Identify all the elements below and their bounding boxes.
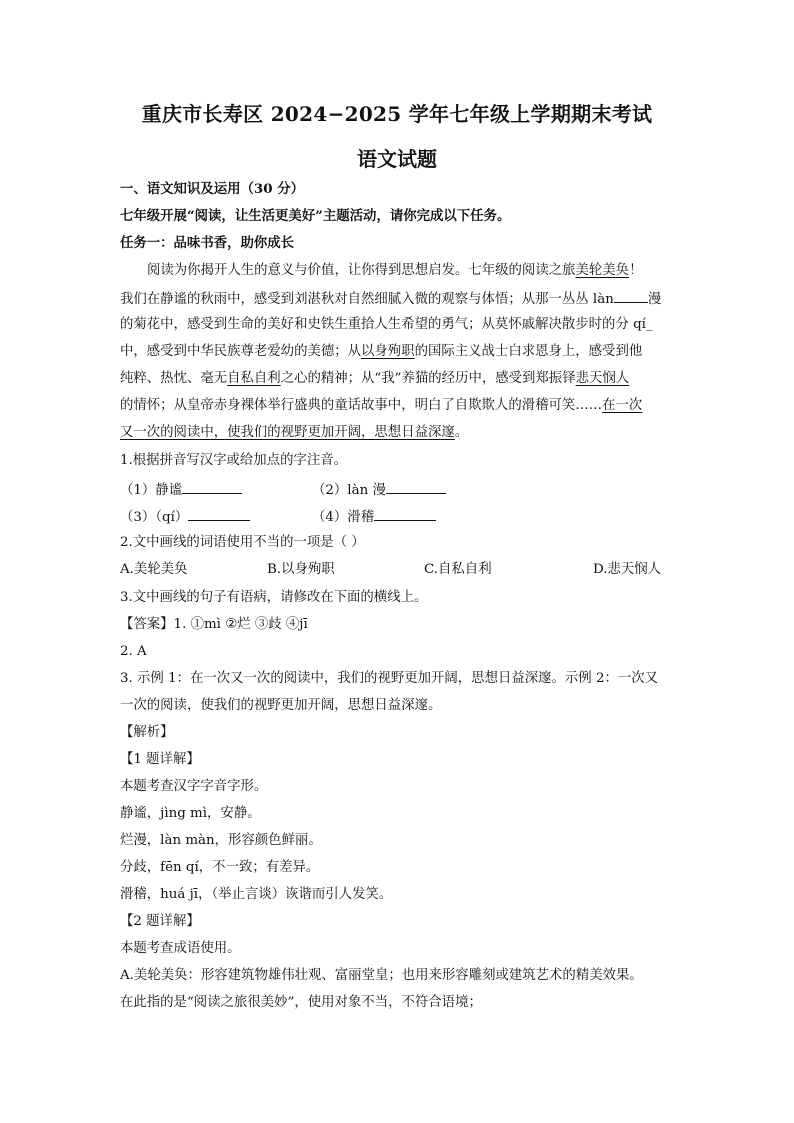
underlined-word: 悲天悯人 <box>575 371 630 386</box>
passage-line-1: 阅读为你揭开人生的意义与价值，让你得到思想启发。七年级的阅读之旅美轮美奂！ <box>147 263 643 278</box>
detail-1-line: 分歧，fēn qí，不一致；有差异。 <box>120 860 320 875</box>
answer-blank <box>374 507 436 521</box>
q2-option-b: B.以身殉职 <box>267 562 335 577</box>
passage-line-6: 的情怀；从皇帝赤身裸体举行盛典的童话故事中，明白了自欺欺人的滑稽可笑……在一次 <box>120 398 643 413</box>
detail-2-line: A.美轮美奂：形容建筑物雄伟壮观、富丽堂皇；也用来形容雕刻或建筑艺术的精美效果。 <box>120 968 643 983</box>
underlined-sentence: 在一次 <box>602 398 643 413</box>
answer-blank <box>614 289 648 303</box>
analysis-heading: 【解析】 <box>120 725 174 740</box>
question-1: 1.根据拼音写汉字或给加点的字注音。 <box>120 453 348 468</box>
underlined-sentence: 又一次的阅读中，使我们的视野更加开阔，思想日益深邃 <box>120 425 455 440</box>
q2-option-c: C.自私自利 <box>424 562 492 577</box>
answer-3-line-2: 一次的阅读，使我们的视野更加开阔，思想日益深邃。 <box>120 698 442 713</box>
q1-item-2: （2）làn 漫 <box>312 480 446 500</box>
passage-line-2: 我们在静谧的秋雨中，感受到刘湛秋对自然细腻入微的观察与体悟；从那一丛丛 làn 漫 <box>120 289 661 309</box>
detail-1-line: 本题考查汉字字音字形。 <box>120 779 268 794</box>
detail-1-line: 滑稽，huá jī，（举止言谈）诙谐而引人发笑。 <box>120 887 393 902</box>
q1-item-3: （3）（qí） <box>120 507 250 527</box>
task-heading: 任务一：品味书香，助你成长 <box>120 235 295 251</box>
detail-2-line: 在此指的是“阅读之旅很美妙”，使用对象不当，不符合语境； <box>120 995 482 1010</box>
passage-line-5: 纯粹、热忱、毫无自私自利之心的精神；从“我”养猫的经历中，感受到郑振铎悲天悯人 <box>120 371 630 386</box>
question-2: 2.文中画线的词语使用不当的一项是（ ） <box>120 535 365 550</box>
answer-key: 【答案】1. ①mì ②烂 ③歧 ④jī <box>120 617 308 632</box>
answer-blank <box>386 480 446 494</box>
underlined-word: 以身殉职 <box>361 344 415 359</box>
q2-option-d: D.悲天悯人 <box>593 562 662 577</box>
detail-2-line: 本题考查成语使用。 <box>120 941 241 956</box>
exam-subtitle: 语文试题 <box>357 147 437 171</box>
detail-1-line: 烂漫，làn màn，形容颜色鲜丽。 <box>120 833 322 848</box>
answer-blank <box>188 507 250 521</box>
q1-item-1: （1）静谧 <box>120 480 242 500</box>
detail-2-heading: 【2 题详解】 <box>120 914 200 929</box>
section-heading: 一、语文知识及运用（30 分） <box>120 181 304 197</box>
passage-line-4: 中，感受到中华民族尊老爱幼的美德；从以身殉职的国际主义战士白求恩身上，感受到他 <box>120 344 643 359</box>
detail-1-line: 静谧，jìng mì，安静。 <box>120 806 261 821</box>
detail-1-heading: 【1 题详解】 <box>120 752 200 767</box>
underlined-word: 自私自利 <box>227 371 281 386</box>
passage-line-3: 的菊花中，感受到生命的美好和史铁生重拾人生希望的勇气；从莫怀戚解决散步时的分 qí_ <box>120 317 653 332</box>
q1-item-4: （4）滑稽 <box>312 507 436 527</box>
answer-2: 2. A <box>120 644 147 659</box>
underlined-word: 美轮美奂 <box>575 263 630 278</box>
question-3: 3.文中画线的句子有语病，请修改在下面的横线上。 <box>120 590 428 605</box>
passage-line-7: 又一次的阅读中，使我们的视野更加开阔，思想日益深邃。 <box>120 425 469 440</box>
activity-intro: 七年级开展“阅读，让生活更美好”主题活动，请你完成以下任务。 <box>120 208 511 224</box>
q2-option-a: A.美轮美奂 <box>120 562 188 577</box>
exam-title: 重庆市长寿区 2024−2025 学年七年级上学期期末考试 <box>141 102 653 126</box>
answer-blank <box>182 480 242 494</box>
answer-3-line-1: 3. 示例 1：在一次又一次的阅读中，我们的视野更加开阔，思想日益深邃。示例 2：一次又 <box>120 671 659 686</box>
